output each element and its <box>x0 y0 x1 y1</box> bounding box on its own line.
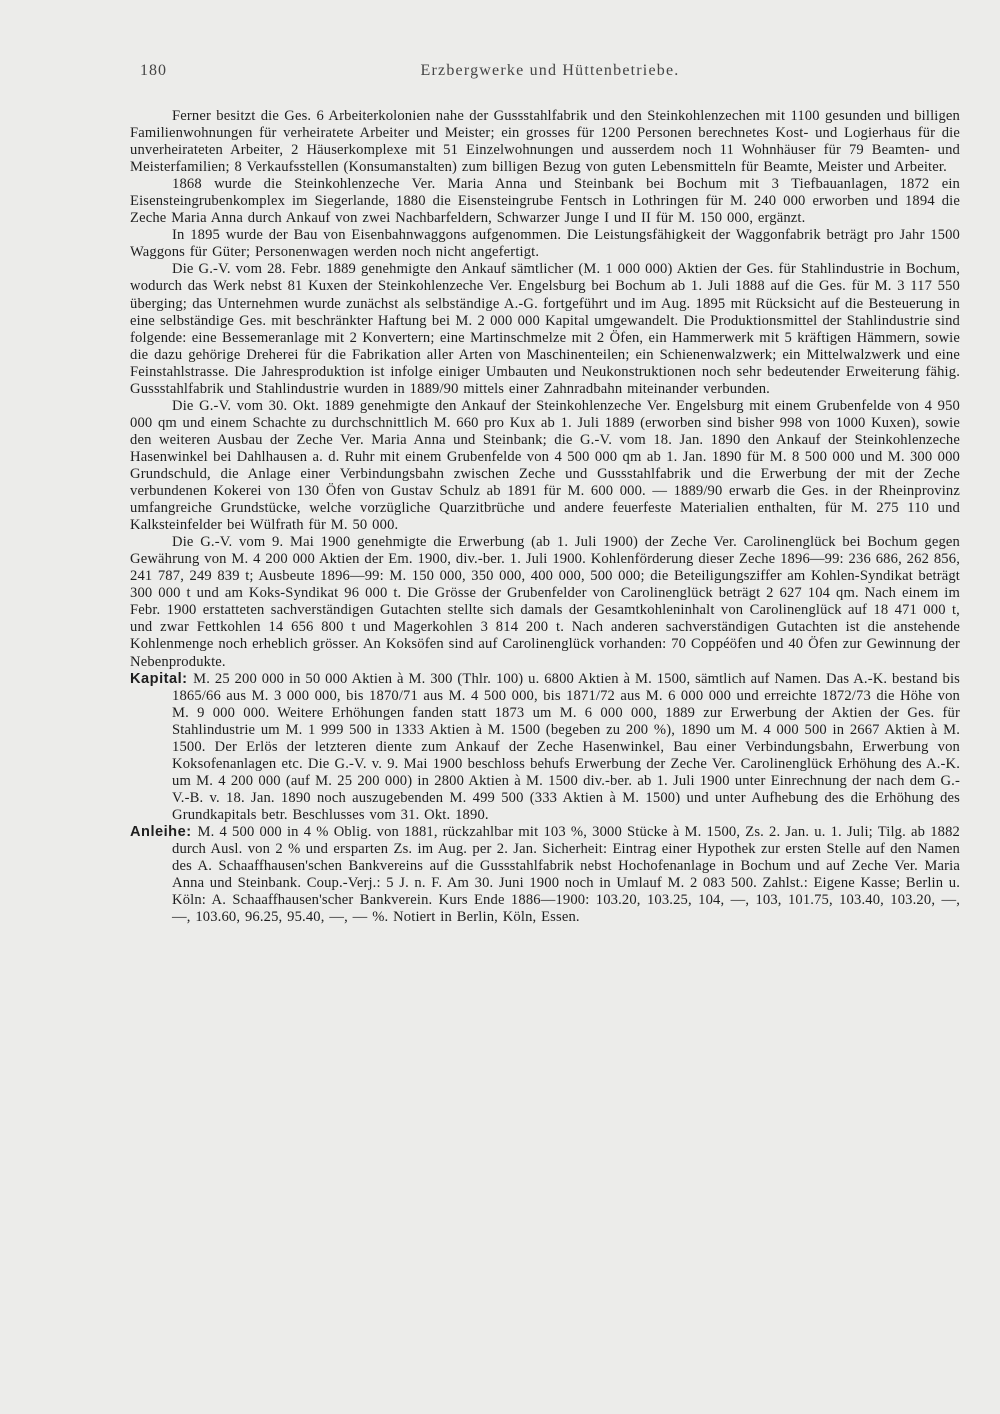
paragraph-engelsburg: Die G.-V. vom 30. Okt. 1889 genehmigte den Ankauf der Steinkohlenzeche Ver. Engelsburg mit einem Grubenfelde von 4 950 000 qm und einem Schachte zu durchschnittlich M. 660 pro Kux ab 1. Juli 1889 (erworben sind bisher 998 von 1000 Kuxen), sowie den weiteren Ausbau der Zeche Ver. Maria Anna und Steinbank; die G.-V. vom 18. Jan. 1890 den Ankauf der Steinkohlenzeche Hasenwinkel bei Dahlhausen a. d. Ruhr mit einem Grubenfelde von 4 500 000 qm ab 1. Jan. 1890 für M. 8 500 000 und M. 300 000 Grundschuld, die Anlage einer Verbindungsbahn zwischen Zeche und Gussstahlfabrik und die Erwerbung der mit der Zeche verbundenen Kokerei von 130 Öfen von Gustav Schulz ab 1891 für M. 600 000. — 1889/90 erwarb die Ges. in der Rheinprovinz umfangreiche Grundstücke, welche vorzügliche Quarzitbrüche und andere feuerfeste Materialien enthalten, für M. 275 110 und Kalksteinfelder bei Wülfrath für M. 50 000. <box>130 397 960 534</box>
page-header <box>140 62 960 86</box>
section-text-anleihe: M. 4 500 000 in 4 % Oblig. von 1881, rückzahlbar mit 103 %, 3000 Stücke à M. 1500, Zs. 2. Jan. u. 1. Juli; Tilg. ab 1882 durch Ausl. von 2 % und ersparten Zs. im Aug. per 2. Jan. Sicherheit: Eintrag einer Hypothek zur ersten Stelle auf den Namen des A. Schaaffhausen'schen Bankvereins auf die Gussstahlfabrik nebst Hochofenanlage in Bochum und auf Zeche Ver. Maria Anna und Steinbank. Coup.-Verj.: 5 J. n. F. Am 30. Juni 1900 noch in Umlauf M. 2 083 500. Zahlst.: Eigene Kasse; Berlin u. Köln: A. Schaaffhausen'scher Bankverein. Kurs Ende 1886—1900: 103.20, 103.25, 104, —, 103, 101.75, 103.40, 103.20, —, —, 103.60, 96.25, 95.40, —, — %. Notiert in Berlin, Köln, Essen. <box>172 823 961 926</box>
paragraph-waggonbau: In 1895 wurde der Bau von Eisenbahnwaggons aufgenommen. Die Leistungsfähigkeit der Waggonfabrik beträgt pro Jahr 1500 Waggons für Güter; Personenwagen werden noch nicht angefertigt. <box>130 227 960 261</box>
section-label-anleihe: Anleihe: <box>130 823 198 840</box>
body-text <box>130 108 960 926</box>
paragraph-arbeiterkolonien: Ferner besitzt die Ges. 6 Arbeiterkolonien nahe der Gussstahlfabrik und den Steinkohlenzechen mit 1100 gesunden und billigen Familienwohnungen für verheiratete Arbeiter und Meister; ein grosses für 1200 Personen berechnetes Kost- und Logierhaus für die unverheirateten Arbeiter, 2 Häuserkomplexe mit 51 Einzelwohnungen und ausserdem noch 11 Wohnhäuser für 79 Beamten- und Meisterfamilien; 8 Verkaufsstellen (Konsumanstalten) zum billigen Bezug von guten Lebensmitteln für Beamte, Meister und Arbeiter. <box>130 108 960 176</box>
paragraph-1868-erwerbungen: 1868 wurde die Steinkohlenzeche Ver. Maria Anna und Steinbank bei Bochum mit 3 Tiefbauanlagen, 1872 ein Eisensteingrubenkomplex im Siegerlande, 1880 die Eisensteingrube Fentsch in Lothringen für M. 240 000 erworben und 1894 die Zeche Maria Anna durch Ankauf von zwei Nachbarfeldern, Schwarzer Junge I und II für M. 150 000, ergänzt. <box>130 176 960 227</box>
section-label-kapital: Kapital: <box>130 670 194 687</box>
running-title: Erzbergwerke und Hüttenbetriebe. <box>420 62 680 79</box>
section-kapital <box>130 671 960 824</box>
page-number: 180 <box>140 62 167 79</box>
paragraph-stahlindustrie: Die G.-V. vom 28. Febr. 1889 genehmigte den Ankauf sämtlicher (M. 1 000 000) Aktien der Ges. für Stahlindustrie in Bochum, wodurch das Werk nebst 81 Kuxen der Steinkohlenzeche Ver. Engelsburg bei Bochum ab 1. Juli 1888 auf die Ges. für M. 3 117 550 überging; das Unternehmen wurde zunächst als selbständige A.-G. fortgeführt und im Aug. 1895 mit Rücksicht auf die Besteuerung in eine selbständige Ges. mit beschränkter Haftung bei M. 2 000 000 Kapital umgewandelt. Die Produktionsmittel der Stahlindustrie sind folgende: eine Bessemeranlage mit 2 Konvertern; eine Martinschmelze mit 2 Öfen, ein Hammerwerk mit 5 kräftigen Hämmern, sowie die dazu gehörige Dreherei für die Fabrikation aller Arten von Maschinenteilen; ein Schienenwalzwerk; ein Mittelwalzwerk und eine Feinstahlstrasse. Die Jahresproduktion ist infolge einiger Umbauten und Neukonstruktionen noch sehr bedeutender Erweiterung fähig. Gussstahlfabrik und Stahlindustrie wurden in 1889/90 mittels einer Zahnradbahn miteinander verbunden. <box>130 261 960 397</box>
paragraph-carolinenglueck: Die G.-V. vom 9. Mai 1900 genehmigte die Erwerbung (ab 1. Juli 1900) der Zeche Ver. Carolinenglück bei Bochum gegen Gewährung von M. 4 200 000 Aktien der Em. 1900, div.-ber. 1. Juli 1900. Kohlenförderung dieser Zeche 1896—99: 236 686, 262 856, 241 787, 249 839 t; Ausbeute 1896—99: M. 150 000, 350 000, 400 000, 500 000; die Beteiligungsziffer am Kohlen-Syndikat beträgt 300 000 t und am Koks-Syndikat 96 000 t. Die Grösse der Grubenfelder von Carolinenglück beträgt 2 627 104 qm. Nach einem im Febr. 1900 erstatteten sachverständigen Gutachten stellte sich damals der Gesamtkohleninhalt von Carolinenglück auf 18 471 000 t, und zwar Fettkohlen 14 656 800 t und Magerkohlen 3 814 200 t. Nach anderen sachverständigen Gutachten ist die anstehende Kohlenmenge noch erheblich grösser. An Koksöfen sind auf Carolinenglück vorhanden: 70 Coppéöfen und 40 Öfen zur Gewinnung der Nebenprodukte. <box>130 534 960 670</box>
section-text-kapital: M. 25 200 000 in 50 000 Aktien à M. 300 (Thlr. 100) u. 6800 Aktien à M. 1500, sämtlich auf Namen. Das A.-K. bestand bis 1865/66 aus M. 3 000 000, bis 1870/71 aus M. 4 500 000, bis 1871/72 aus M. 6 000 000 und erreichte 1872/73 die Höhe von M. 9 000 000. Weitere Erhöhungen fanden statt 1873 um M. 6 000 000, 1889 zur Erwerbung der Aktien der Ges. für Stahlindustrie um M. 1 999 500 in 1333 Aktien à M. 1500 (begeben zu 200 %), 1890 um M. 4 000 500 in 2667 Aktien à M. 1500. Der Erlös der letzteren diente zum Ankauf der Zeche Hasenwinkel, Bau einer Verbindungsbahn, Erwerbung von Koksofenanlagen etc. Die G.-V. v. 9. Mai 1900 beschloss behufs Erwerbung der Zeche Ver. Carolinenglück Erhöhung des A.-K. um M. 4 200 000 (auf M. 25 200 000) in 2800 Aktien à M. 1500 div.-ber. ab 1. Juli 1900 unter Einrechnung der nach dem G.-V.-B. v. 18. Jan. 1890 noch auszugebenden M. 499 500 (333 Aktien à M. 1500) und unter Aufhebung des die Erhöhung des Grundkapitals betr. Beschlusses vom 31. Okt. 1890. <box>172 670 960 823</box>
section-anleihe <box>130 824 960 926</box>
